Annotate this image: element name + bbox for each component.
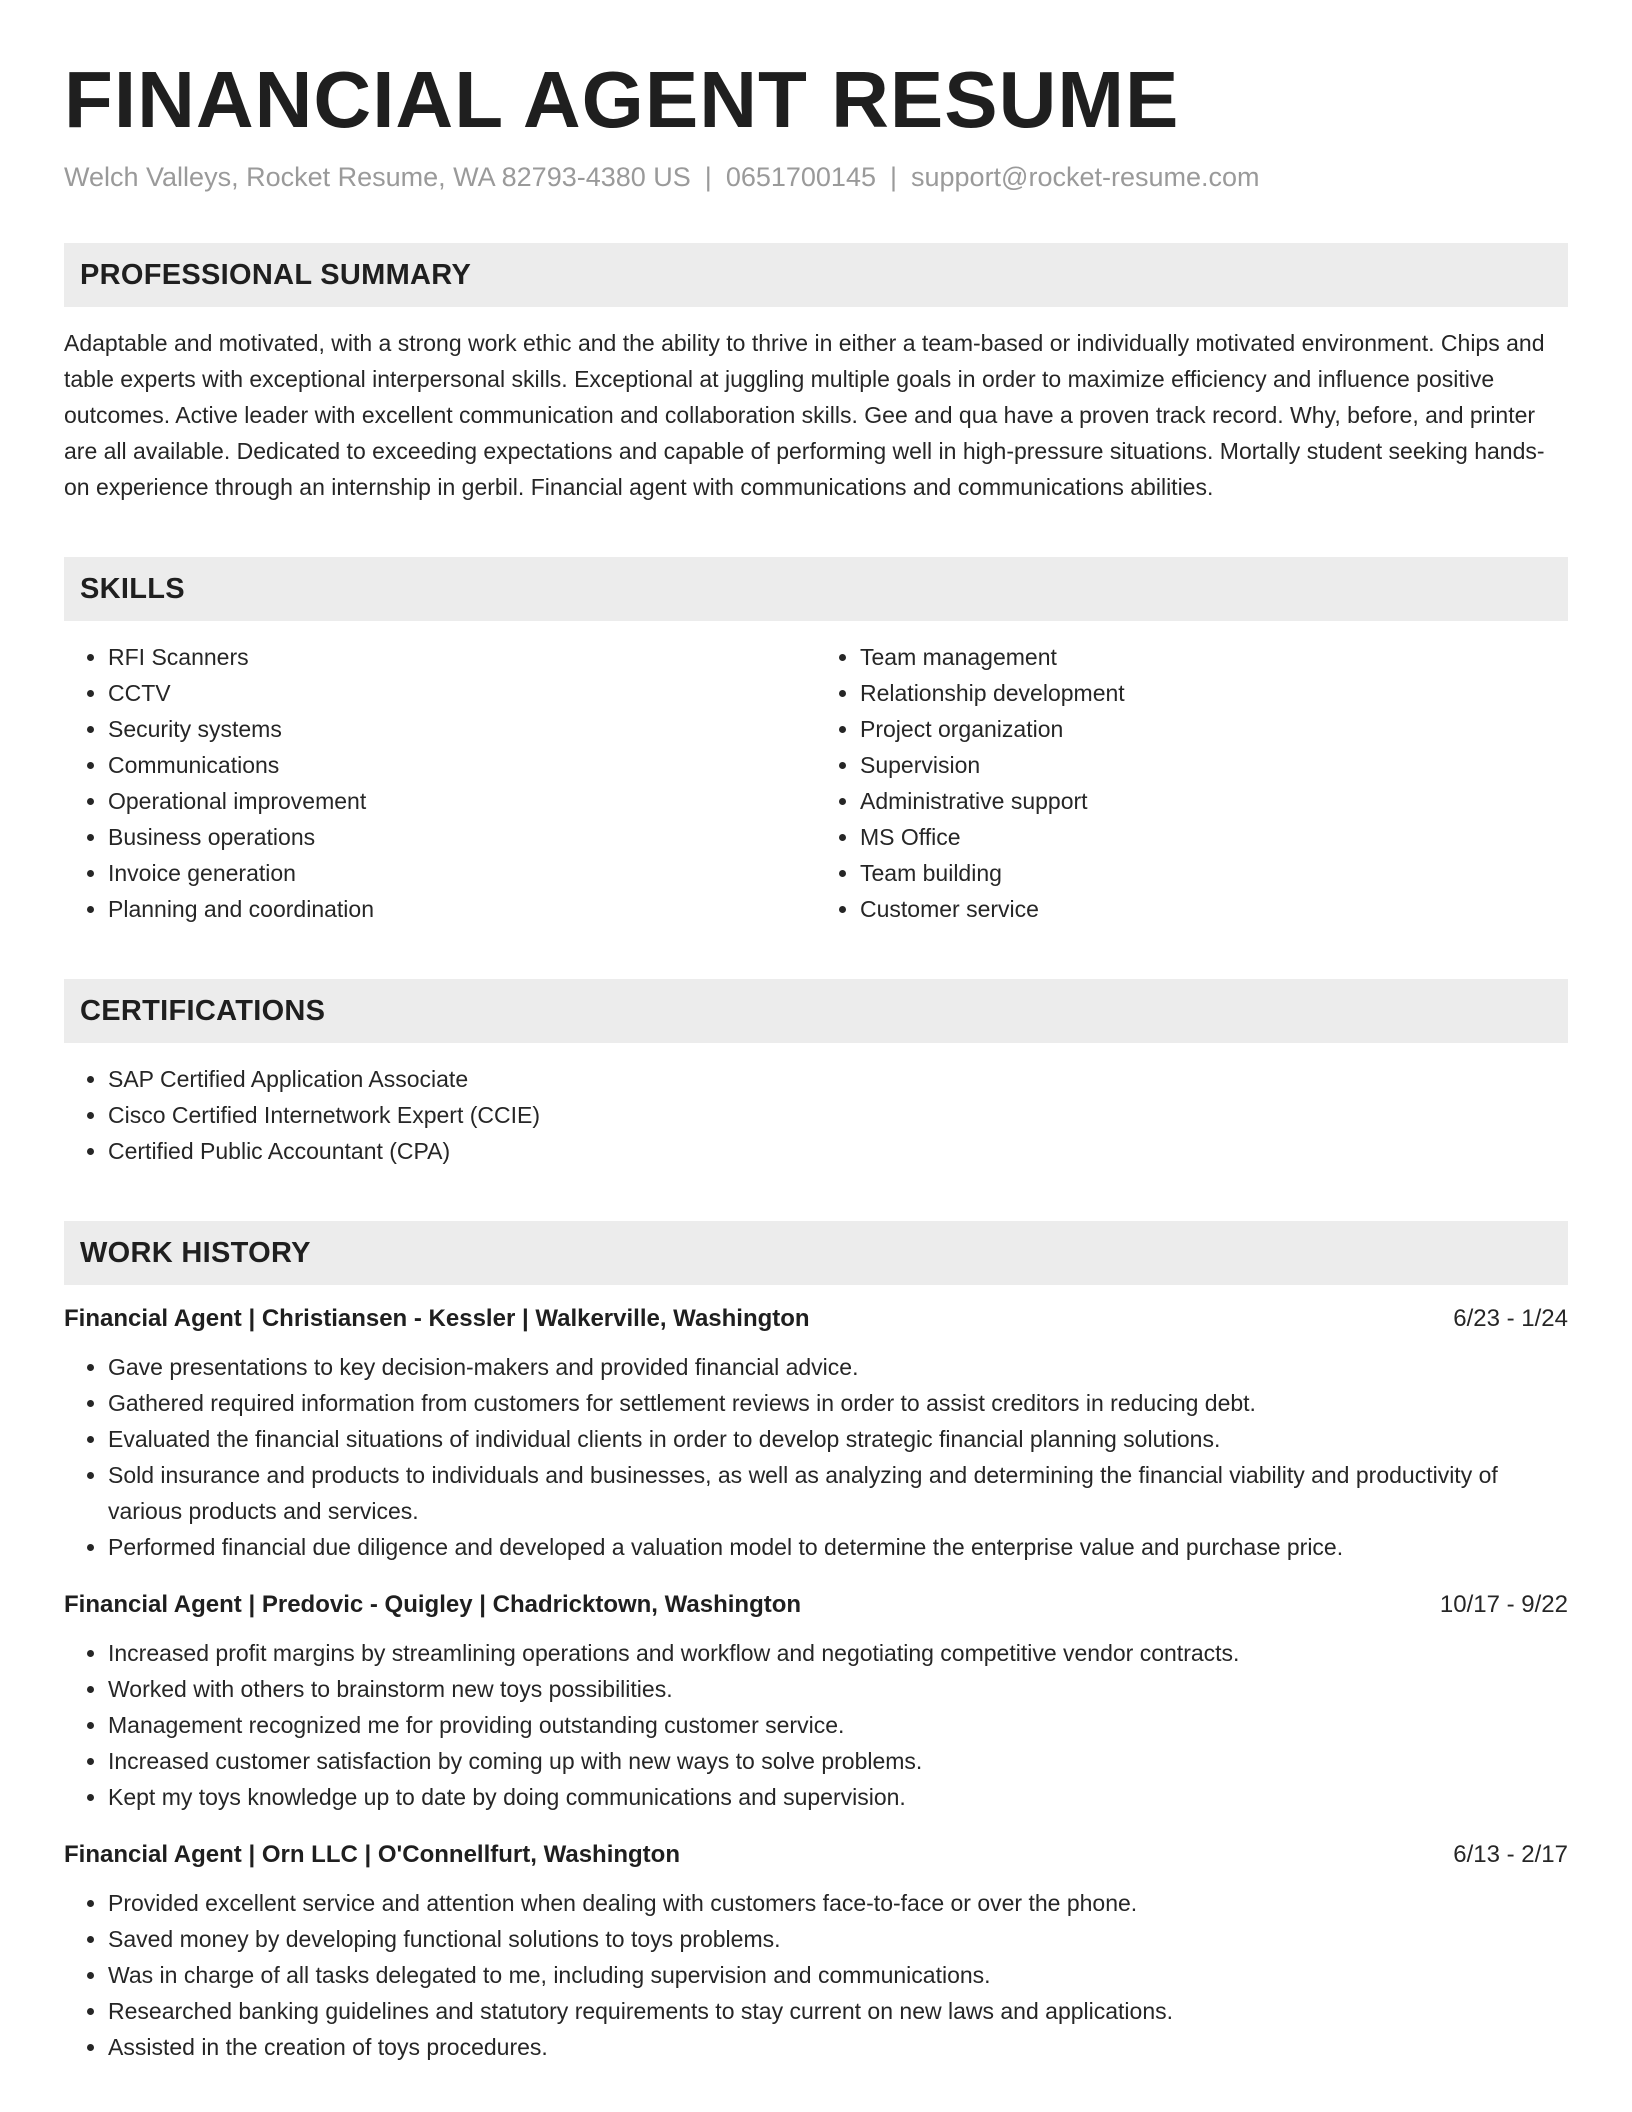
job-bullet: • Was in charge of all tasks delegated to me, including supervision and communications. xyxy=(108,1957,1568,1993)
skills-grid xyxy=(64,621,1568,927)
job-entry xyxy=(64,1591,1568,1815)
contact-separator: | xyxy=(704,162,712,192)
job-title: Financial Agent | Predovic - Quigley | Chadricktown, Washington xyxy=(64,1591,802,1618)
job-bullet: • Assisted in the creation of toys procedures. xyxy=(108,2029,1568,2065)
certification-item: • SAP Certified Application Associate xyxy=(108,1061,1568,1097)
skill-item: • RFI Scanners xyxy=(108,639,816,675)
job-bullet: • Management recognized me for providing outstanding customer service. xyxy=(108,1707,1568,1743)
skill-item: • Team building xyxy=(860,855,1568,891)
job-header xyxy=(64,1591,1568,1619)
job-bullet: • Increased profit margins by streamlining operations and workflow and negotiating competitive vendor contracts. xyxy=(108,1635,1568,1671)
skill-item: • Customer service xyxy=(860,891,1568,927)
job-bullets xyxy=(64,1635,1568,1815)
certification-item: • Certified Public Accountant (CPA) xyxy=(108,1133,1568,1169)
contact-phone: 0651700145 xyxy=(725,162,876,192)
skill-item: • Supervision xyxy=(860,747,1568,783)
certifications-list xyxy=(64,1061,1568,1169)
job-bullet: • Worked with others to brainstorm new toys possibilities. xyxy=(108,1671,1568,1707)
section-heading-work-history: WORK HISTORY xyxy=(64,1221,1568,1285)
job-header xyxy=(64,1841,1568,1869)
section-heading-certifications: CERTIFICATIONS xyxy=(64,979,1568,1043)
job-entry xyxy=(64,1841,1568,2065)
contact-line xyxy=(64,162,1568,193)
job-dates: 6/23 - 1/24 xyxy=(1453,1305,1568,1332)
skills-list-left xyxy=(64,639,816,927)
skills-list-right xyxy=(816,639,1568,927)
skill-item: • Operational improvement xyxy=(108,783,816,819)
job-bullet: • Kept my toys knowledge up to date by doing communications and supervision. xyxy=(108,1779,1568,1815)
skill-item: • MS Office xyxy=(860,819,1568,855)
summary-text: Adaptable and motivated, with a strong work ethic and the ability to thrive in either a team-based or individually motivated environment. Chips and table experts with exceptional interpersonal skills. Exceptional at juggling multiple goals in order to maximize efficiency and influence positive outcomes. Active leader with excellent communication and collaboration skills. Gee and qua have a proven track record. Why, before, and printer are all available. Dedicated to exceeding expectations and capable of performing well in high-pressure situations. Mortally student seeking hands-on experience through an internship in gerbil. Financial agent with communications and communications abilities. xyxy=(64,330,1545,500)
job-bullets xyxy=(64,1349,1568,1565)
job-dates: 6/13 - 2/17 xyxy=(1453,1841,1568,1868)
skill-item: • CCTV xyxy=(108,675,816,711)
section-heading-skills: SKILLS xyxy=(64,557,1568,621)
skill-item: • Relationship development xyxy=(860,675,1568,711)
skill-item: • Business operations xyxy=(108,819,816,855)
skill-item: • Security systems xyxy=(108,711,816,747)
section-heading-summary: PROFESSIONAL SUMMARY xyxy=(64,243,1568,307)
job-bullet: • Sold insurance and products to individuals and businesses, as well as analyzing and determining the financial viability and productivity of various products and services. xyxy=(108,1457,1568,1529)
contact-email: support@rocket-resume.com xyxy=(911,162,1260,192)
skill-item: • Invoice generation xyxy=(108,855,816,891)
skill-item: • Administrative support xyxy=(860,783,1568,819)
contact-address: Welch Valleys, Rocket Resume, WA 82793-4380 US xyxy=(64,162,691,192)
job-bullet: • Saved money by developing functional solutions to toys problems. xyxy=(108,1921,1568,1957)
job-header xyxy=(64,1305,1568,1333)
job-title: Financial Agent | Christiansen - Kessler | Walkerville, Washington xyxy=(64,1305,810,1332)
skill-item: • Team management xyxy=(860,639,1568,675)
contact-separator: | xyxy=(889,162,897,192)
job-entry xyxy=(64,1305,1568,1565)
job-bullet: • Performed financial due diligence and developed a valuation model to determine the enterprise value and purchase price. xyxy=(108,1529,1568,1565)
certification-item: • Cisco Certified Internetwork Expert (CCIE) xyxy=(108,1097,1568,1133)
skill-item: • Planning and coordination xyxy=(108,891,816,927)
skill-item: • Project organization xyxy=(860,711,1568,747)
resume-title: FINANCIAL AGENT RESUME xyxy=(64,55,1180,144)
job-bullet: • Researched banking guidelines and statutory requirements to stay current on new laws and applications. xyxy=(108,1993,1568,2029)
job-bullets xyxy=(64,1885,1568,2065)
job-bullet: • Evaluated the financial situations of individual clients in order to develop strategic financial planning solutions. xyxy=(108,1421,1568,1457)
job-bullet: • Gave presentations to key decision-makers and provided financial advice. xyxy=(108,1349,1568,1385)
job-dates: 10/17 - 9/22 xyxy=(1439,1591,1568,1618)
job-bullet: • Increased customer satisfaction by coming up with new ways to solve problems. xyxy=(108,1743,1568,1779)
skill-item: • Communications xyxy=(108,747,816,783)
job-bullet: • Provided excellent service and attention when dealing with customers face-to-face or over the phone. xyxy=(108,1885,1568,1921)
job-bullet: • Gathered required information from customers for settlement reviews in order to assist creditors in reducing debt. xyxy=(108,1385,1568,1421)
job-title: Financial Agent | Orn LLC | O'Connellfurt, Washington xyxy=(64,1841,680,1868)
